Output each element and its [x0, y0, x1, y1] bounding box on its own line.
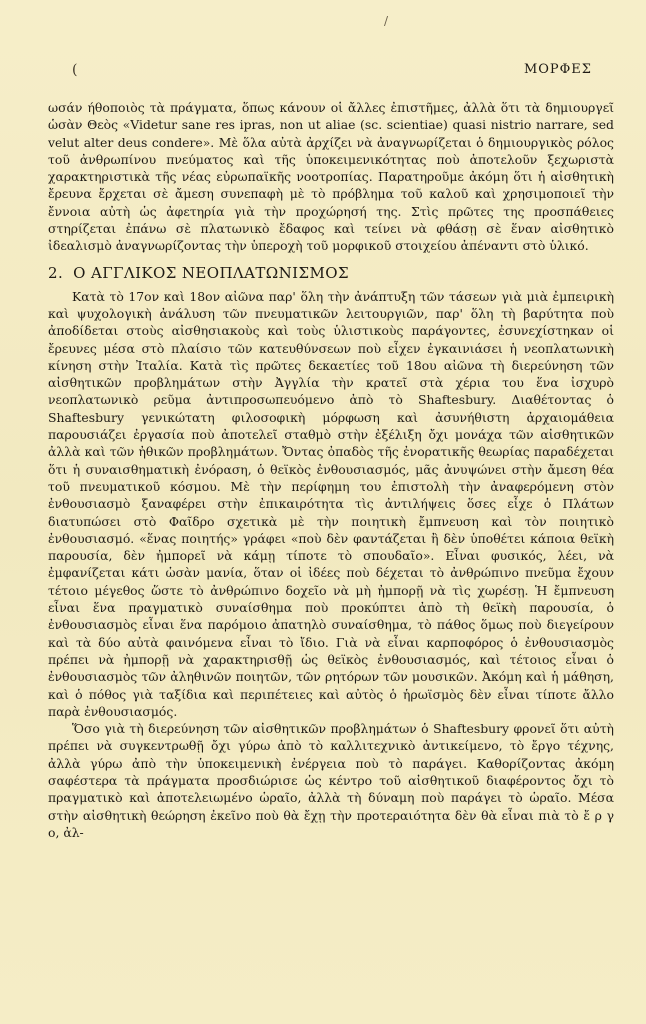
section-heading: [48, 263, 614, 283]
page-header: [66, 62, 592, 82]
paragraph: Κατὰ τὸ 17ον καὶ 18ον αἰῶνα παρ' ὅλη τὴν ἀνάπτυξη τῶν τάσεων γιὰ μιὰ ἐμπειρικὴ καὶ ψυχολογικὴ ἀνάλυση τῶν πνευματικῶν λειτουργιῶν, παρ' ὅλη τὴ βαρύτητα ποὺ ἀποδίδεται στοὺς αἰσθησιακοὺς καὶ τοὺς ὑλιστικοὺς παράγοντες, ἐσυνεχίστηκαν οἱ ἔρευνες μέσα στὸ πλαίσιο τῶν κατευθύνσεων ποὺ εἶχεν ἐγκαινιάσει ἡ νεοπλατωνικὴ κίνηση στὴν Ἰταλία. Κατὰ τὶς πρῶτες δεκαετίες τοῦ 18ου αἰῶνα τὴ διερεύνηση τῶν αἰσθητικῶν προβλημάτων στὴν Ἀγγλία τὴν κρατεῖ στὰ χέρια του ἕνα ἰσχυρὸ νεοπλατωνικὸ ρεῦμα ἀντιπροσωπευόμενο ἀπὸ τὸ Shaftesbury. Διαθέτοντας ὁ Shaftesbury γενικώτατη φιλοσοφικὴ μόρφωση καὶ ἀσυνήθιστη ἀρχαιομάθεια παρουσιάζει ἐργασία ποὺ ἀποτελεῖ σταθμὸ στὴν ἐξέλιξη ὄχι μονάχα τῶν αἰσθητικῶν ἀλλὰ καὶ τῶν ἠθικῶν προβλημάτων. Ὄντας ὀπαδὸς τῆς ἐνορατικῆς θεωρίας παραδέχεται ὅτι ἡ συναισθηματικὴ ἐνόραση, ὁ θεϊκὸς ἐνθουσιασμός, μᾶς ἀνυψώνει στὴν ἄμεση θέα τοῦ πνευματικοῦ κόσμου. Μὲ τὴν περίφημη του ἐπιστολὴ τὴν ἀναφερόμενη στὸν ἐνθουσιασμὸ ξαναφέρει στὴν ἐπικαιρότητα τὶς ἀντιλήψεις ὅσες εἶχε ὁ Πλάτων διατυπώσει στὸ Φαῖδρο σχετικὰ μὲ τὴν ποιητικὴ ἔμπνευση καὶ τὸν ποιητικὸ ἐνθουσιασμό. «ἕνας ποιητής» γράφει «ποὺ δὲν φαντάζεται ἢ δὲν ὑποθέτει κάποια θεϊκὴ παρουσία, δὲν ἠμπορεῖ νὰ κάμῃ τίποτε τὸ σπουδαῖο». Εἶναι φυσικός, λέει, νὰ ἐμφανίζεται κάτι ὡσὰν μανία, ὅταν οἱ ἰδέες ποὺ δέχεται τὸ ἀνθρώπινο πνεῦμα ἔχουν τέτοιο μέγεθος ὥστε τὸ ἀνθρώπινο δοχεῖο νὰ μὴ ἠμπορῇ νὰ τὶς χωρέσῃ. Ἡ ἔμπνευση εἶναι ἕνα πραγματικὸ συναίσθημα ποὺ προκύπτει ἀπὸ τὴ θεϊκὴ παρουσία, ὁ ἐνθουσιασμὸς εἶναι ἕνα παρόμοιο ἀπατηλὸ συναίσθημα, τὸ πάθος ὅμως ποὺ διεγείρουν καὶ τὰ δύο αὐτὰ φαινόμενα εἶναι τὸ ἴδιο. Γιὰ νὰ εἶναι καρποφόρος ὁ ἐνθουσιασμὸς πρέπει νὰ ἠμπορῇ νὰ χαρακτηρισθῇ ὡς θεϊκὸς ἐνθουσιασμός, καὶ τέτοιος εἶναι ὁ ἐνθουσιασμὸς τῶν ἀληθινῶν ποιητῶν, τῶν ρητόρων τῶν μουσικῶν. Ἀκόμη καὶ ἡ μάθηση, καὶ ὁ πόθος γιὰ ταξίδια καὶ περιπέτειες καὶ αὐτὸς ὁ ἡρωϊσμὸς δὲν εἶναι τίποτε ἄλλο παρὰ ἐνθουσιασμός.: [48, 288, 614, 719]
header-mark: (: [72, 62, 78, 78]
section-number: 2.: [48, 263, 64, 282]
section-title: Ο ΑΓΓΛΙΚΟΣ ΝΕΟΠΛΑΤΩΝΙΣΜΟΣ: [73, 263, 349, 282]
paragraph: Ὅσο γιὰ τὴ διερεύνηση τῶν αἰσθητικῶν προβλημάτων ὁ Shaftesbury φρονεῖ ὅτι αὐτὴ πρέπει νὰ συγκεντρωθῇ ὄχι γύρω ἀπὸ τὸ καλλιτεχνικὸ ἀντικείμενο, τὸ ἔργο τέχνης, ἀλλὰ γύρω ἀπὸ τὴν ὑποκειμενικὴ ἐνέργεια ποὺ τὸ παράγει. Καθορίζοντας ἀκόμη σαφέστερα τὰ πράγματα προσδιώρισε ὡς κέντρο τοῦ αἰσθητικοῦ διαφέροντος ὄχι τὸ πραγματικὸ καὶ ἀποτελειωμένο ὡραῖο, ἀλλὰ τὴ δύναμη ποὺ παράγει τὸ ὡραῖο. Μέσα στὴν αἰσθητικὴ θεώρηση ἐκεῖνο ποὺ θὰ ἔχῃ τὴν προτεραιότητα δὲν θὰ εἶναι πιὰ τὸ ἔ ρ γ ο, ἀλ-: [48, 721, 614, 840]
intro-paragraph: ωσάν ήθοποιὸς τὰ πράγματα, ὅπως κάνουν οἱ ἄλλες ἐπιστῆμες, ἀλλὰ ὅτι τὰ δημιουργεῖ ὡσὰν Θεὸς «Videtur sane res ipras, non ut aliae (sc. scientiae) quasi nistrio narrare, sed velut alter deus condere». Μὲ ὅλα αὐτὰ ἀρχίζει νὰ ἀναγνωρίζεται ὁ δημιουργικὸς ρόλος τοῦ ἀνθρωπίνου πνεύματος καὶ τῆς ὑποκειμενικότητας ποὺ ἀποτελοῦν ξεχωριστὰ χαρακτηριστικὰ τῆς νέας εὐρωπαϊκῆς νοοτροπίας. Παρατηροῦμε ἀκόμη ὅτι ἡ αἰσθητικὴ ἔρευνα ἔρχεται σὲ ἄμεση συνεπαφὴ μὲ τὸ πρόβλημα τοῦ καλοῦ καὶ χρησιμοποιεῖ τὴν ἔννοια αὐτὴ ὡς ἀφετηρία γιὰ τὴν προχώρησή της. Στὶς πρῶτες της προσπάθειες στηρίζεται ἐπάνω σὲ πλατωνικὸ ἔδαφος καὶ τείνει νὰ φθάσῃ σὲ ἕναν αἰσθητικὸ ἰδεαλισμὸ ἀναγνωρίζοντας τὴν ὑπεροχὴ τοῦ μορφικοῦ στοιχείου ἀπέναντι στὸ ὑλικό.: [48, 100, 614, 254]
body-text: [48, 99, 614, 841]
page-mark: /: [384, 14, 389, 28]
running-title: ΜΟΡΦΕΣ: [523, 62, 592, 77]
